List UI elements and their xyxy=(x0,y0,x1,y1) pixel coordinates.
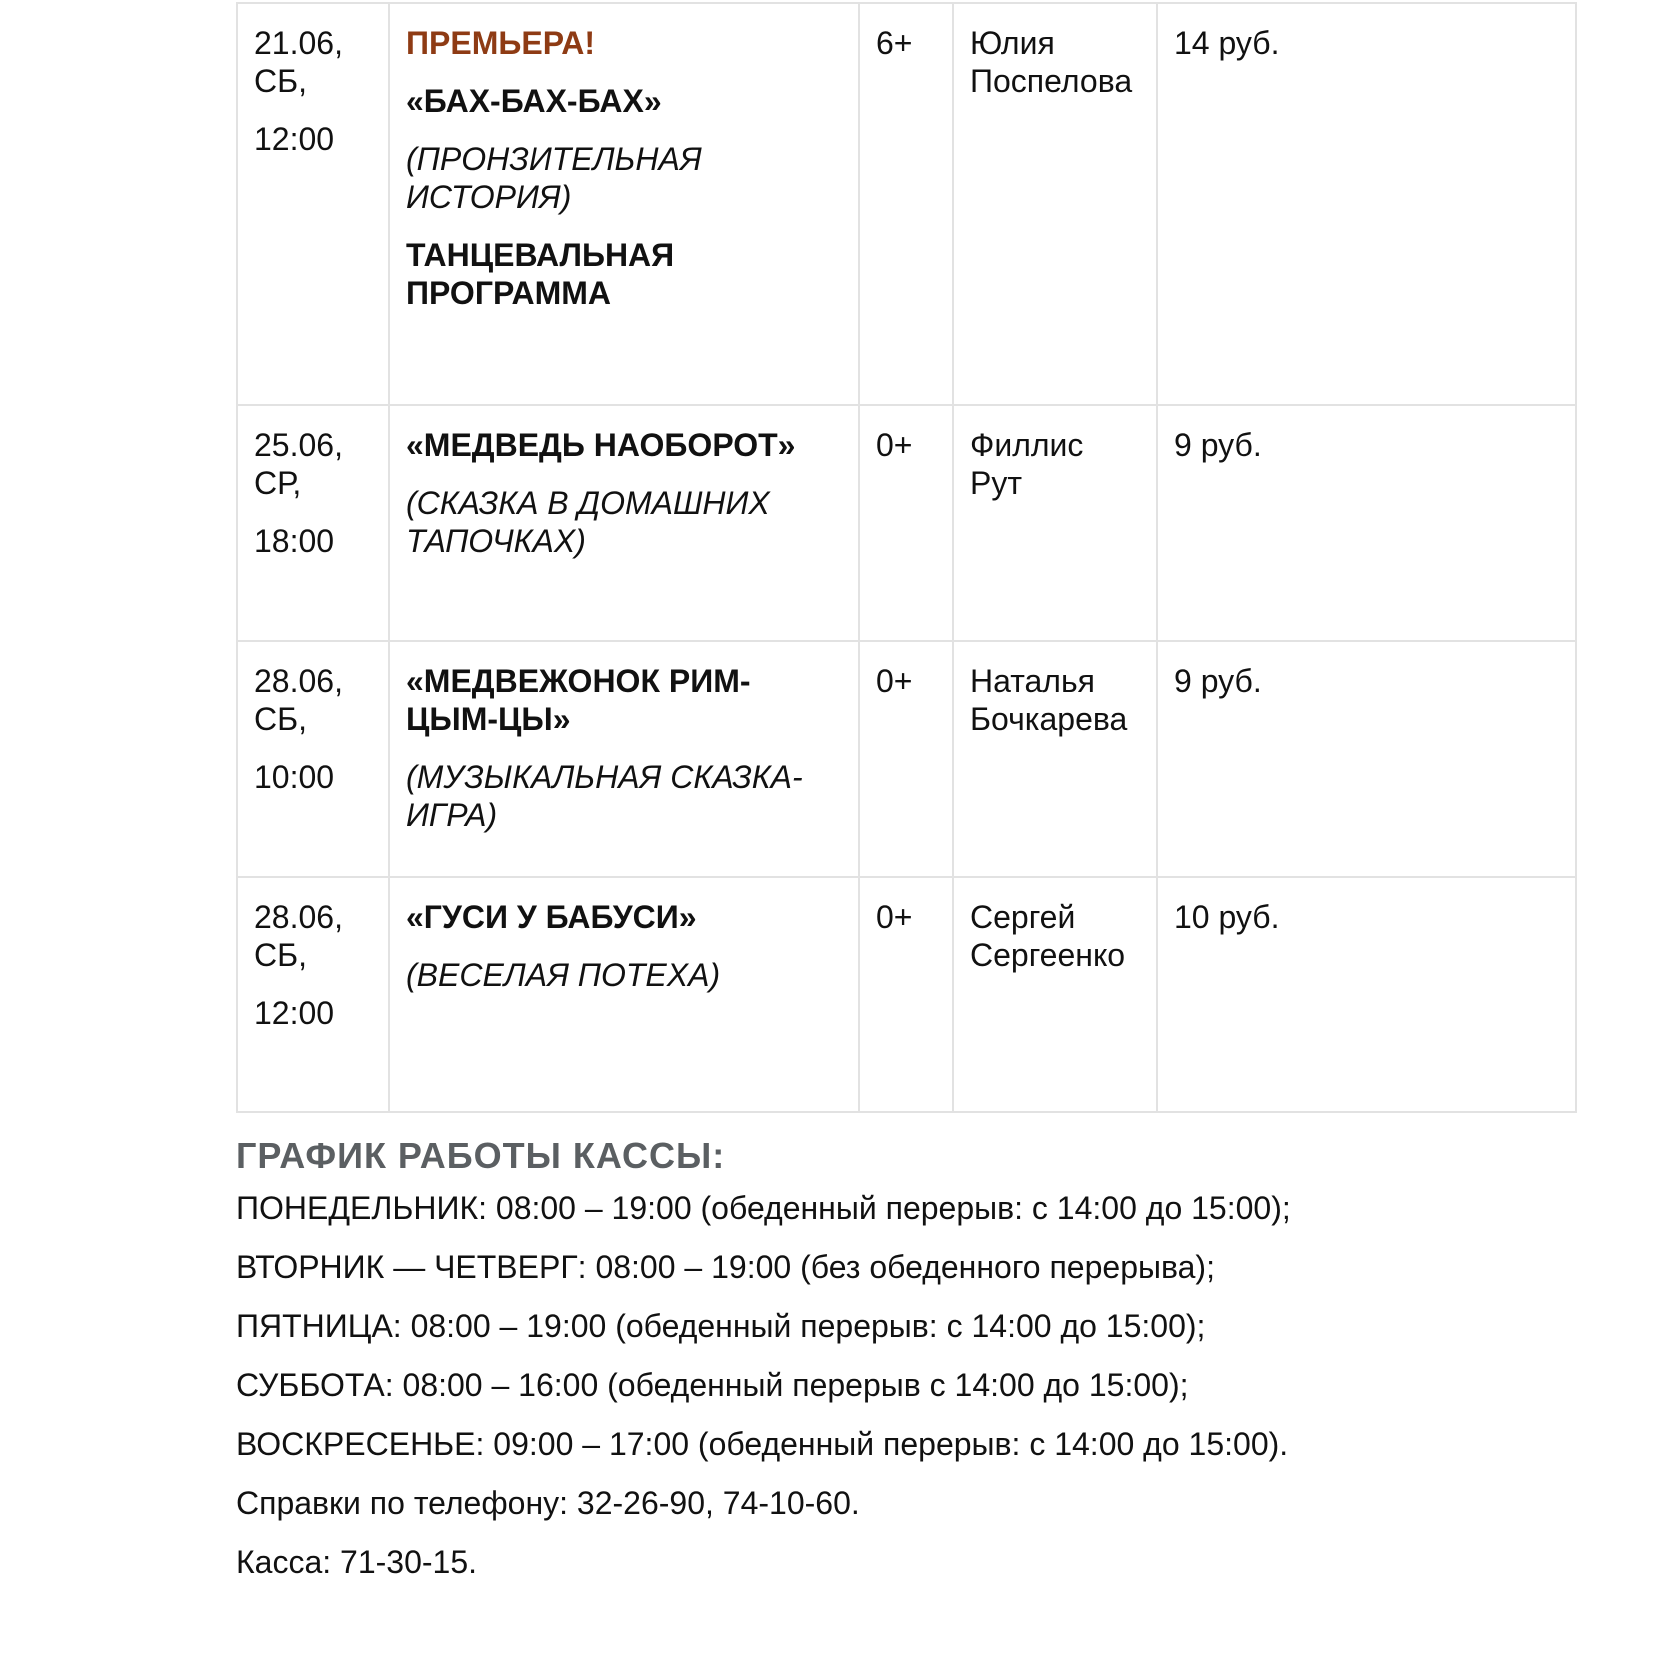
director-cell: Филлис Рут xyxy=(953,405,1157,641)
weekday: СБ, xyxy=(254,937,307,973)
cashier-phone: Касса: 71-30-15. xyxy=(236,1544,477,1580)
box-office-hours xyxy=(236,1135,1616,1602)
age-cell: 0+ xyxy=(859,877,953,1112)
date-cell xyxy=(237,405,389,641)
box-office-heading: ГРАФИК РАБОТЫ КАССЫ: xyxy=(236,1135,726,1176)
weekday: СБ, xyxy=(254,63,307,99)
show-time: 18:00 xyxy=(254,523,335,559)
show-title[interactable]: «МЕДВЕЖОНОК РИМ-ЦЫМ-ЦЫ» xyxy=(406,663,751,737)
table-row xyxy=(237,641,1576,877)
age-cell: 0+ xyxy=(859,405,953,641)
hours-monday: ПОНЕДЕЛЬНИК: 08:00 – 19:00 (обеденный перерыв: с 14:00 до 15:00); xyxy=(236,1190,1291,1226)
date: 25.06, xyxy=(254,427,343,463)
show-genre: (ВЕСЕЛАЯ ПОТЕХА) xyxy=(406,957,721,993)
director-cell: Наталья Бочкарева xyxy=(953,641,1157,877)
hours-sunday: ВОСКРЕСЕНЬЕ: 09:00 – 17:00 (обеденный перерыв: с 14:00 до 15:00). xyxy=(236,1426,1289,1462)
weekday: СБ, xyxy=(254,701,307,737)
date-cell xyxy=(237,641,389,877)
price-cell: 10 руб. xyxy=(1157,877,1576,1112)
show-genre: (ПРОНЗИТЕЛЬНАЯ ИСТОРИЯ) xyxy=(406,141,702,215)
show-cell xyxy=(389,405,859,641)
show-title[interactable]: «БАХ-БАХ-БАХ» xyxy=(406,83,662,119)
show-cell xyxy=(389,877,859,1112)
age-cell: 0+ xyxy=(859,641,953,877)
show-extra: ТАНЦЕВАЛЬНАЯ ПРОГРАММА xyxy=(406,237,675,311)
date: 28.06, xyxy=(254,663,343,699)
table-row xyxy=(237,3,1576,405)
schedule-table xyxy=(236,2,1577,1113)
date: 21.06, xyxy=(254,25,343,61)
price-cell: 9 руб. xyxy=(1157,641,1576,877)
hours-saturday: СУББОТА: 08:00 – 16:00 (обеденный перерыв с 14:00 до 15:00); xyxy=(236,1367,1189,1403)
show-genre: (СКАЗКА В ДОМАШНИХ ТАПОЧКАХ) xyxy=(406,485,770,559)
price-cell: 9 руб. xyxy=(1157,405,1576,641)
age-cell: 6+ xyxy=(859,3,953,405)
show-cell xyxy=(389,3,859,405)
show-title[interactable]: «МЕДВЕДЬ НАОБОРОТ» xyxy=(406,427,796,463)
weekday: СР, xyxy=(254,465,302,501)
hours-friday: ПЯТНИЦА: 08:00 – 19:00 (обеденный перерыв: с 14:00 до 15:00); xyxy=(236,1308,1206,1344)
date-cell xyxy=(237,877,389,1112)
table-row xyxy=(237,405,1576,641)
date-cell xyxy=(237,3,389,405)
premiere-label: ПРЕМЬЕРА! xyxy=(406,25,595,61)
director-cell: Юлия Поспелова xyxy=(953,3,1157,405)
hours-tue-thu: ВТОРНИК — ЧЕТВЕРГ: 08:00 – 19:00 (без обеденного перерыва); xyxy=(236,1249,1215,1285)
show-genre: (МУЗЫКАЛЬНАЯ СКАЗКА-ИГРА) xyxy=(406,759,803,833)
phone-info: Справки по телефону: 32-26-90, 74-10-60. xyxy=(236,1485,860,1521)
date: 28.06, xyxy=(254,899,343,935)
show-cell xyxy=(389,641,859,877)
table-row xyxy=(237,877,1576,1112)
director-cell: Сергей Сергеенко xyxy=(953,877,1157,1112)
show-time: 12:00 xyxy=(254,995,335,1031)
show-time: 12:00 xyxy=(254,121,335,157)
show-title[interactable]: «ГУСИ У БАБУСИ» xyxy=(406,899,697,935)
price-cell: 14 руб. xyxy=(1157,3,1576,405)
show-time: 10:00 xyxy=(254,759,335,795)
